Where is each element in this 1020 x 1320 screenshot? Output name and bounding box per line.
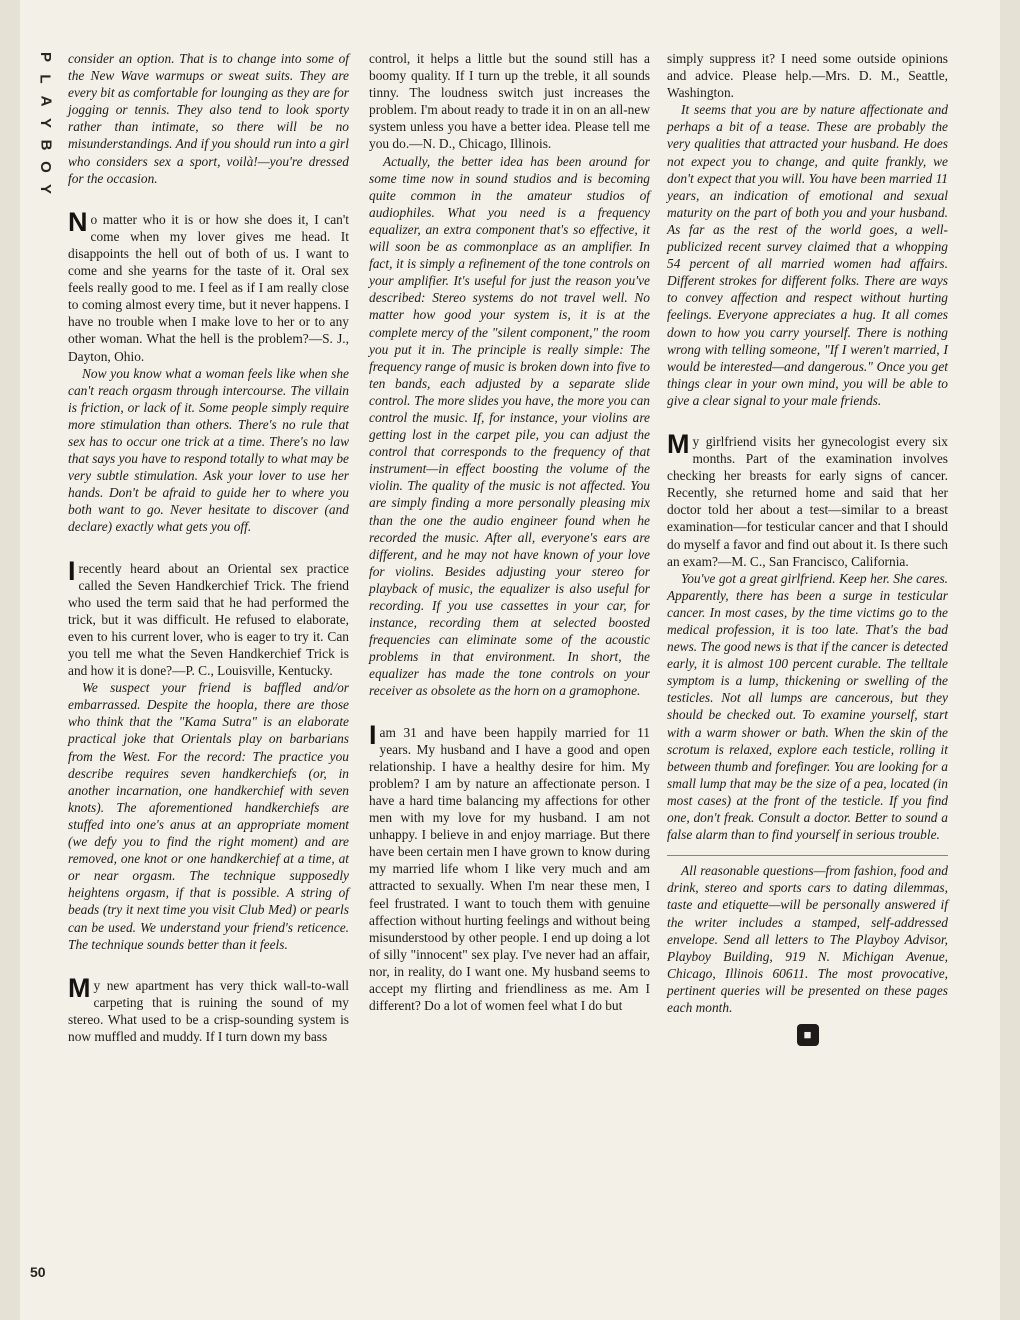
question-paragraph: control, it helps a little but the sound still has a boomy quality. If I turn up the treble, it all sounds tinny. The loudness switch just increases the problem. I'm about ready to trade it in on an all-new system unless you have a better idea. Please tell me you do.—N. D., Chicago, Illinois. — [369, 51, 650, 152]
answer-paragraph: Actually, the better idea has been around for some time now in sound studios and is becoming quite common in the amateur studios of audiophiles. What you need is a frequency equalizer, an extra component that's so effective, it will soon be as commonplace as an amplifier. In fact, it is simply a refinement of the tone controls on your amplifier. It's useful for just the reason you've described: Stereo systems do not travel well. No matter how good your system is, it is at the complete mercy of the "silent component," the room you put it in. The principle is really simple: The frequency range of music is broken down into five to ten bands, each adjusted by a separate slide control. The more slides you have, the more you can control the music. If, for instance, your violins are getting lost in the carpet pile, you can adjust the control that corresponds to the frequency of that instrument—in effect boosting the volume of the violin. The quality of the music is not affected. You are simply finding a more personally pleasing mix than the one the audio engineer found when he recorded the music. After all, everyone's ears are different, and he may not have known of your love for violins. Besides adjusting your stereo for playback of music, the equalizer is also useful for recording. If you use cassettes in your car, for instance, recording them at selected boosted frequencies can eliminate some of the acoustic problems in that environment. In short, the equalizer has made the tone controls on your receiver as obsolete as the horn on a gramophone. — [369, 153, 650, 699]
drop-cap: N — [68, 206, 88, 237]
column-1 — [68, 50, 349, 1045]
footer-text: All reasonable questions—from fashion, food and drink, stereo and sports cars to dating dilemmas, taste and etiquette—will be personally answered if the writer includes a stamped, self-addressed envelope. Send all letters to The Playboy Advisor, Playboy Building, 919 N. Michigan Avenue, Chicago, Illinois 60611. The most provocative, pertinent queries will be presented on these pages each month. — [667, 863, 948, 1015]
question-text: am 31 and have been happily married for 11 years. My husband and I have a good and open relationship. I have a healthy desire for him. My problem? I am by nature an affectionate person. I have a hard time balancing my affections for other men with my love for my husband. I am not unhappy. I believe in and enjoy marriage. But there have been certain men I have grown to know during my married life whom I like very much and am attracted to sexually. When I'm near these men, I feel frustrated. I want to touch them with genuine affection without hurting feelings and without being misunderstood by other people. I end up doing a lot of silly "innocent" sex play. I've never had an affair, nor, in reality, do I want one. My husband seems to accept my flirting and friendliness as me. Am I different? Do a lot of women feel what I do but — [369, 724, 650, 1014]
drop-cap: M — [667, 428, 690, 459]
masthead-letter: P — [36, 51, 54, 63]
playboy-masthead — [36, 46, 54, 200]
advisor-footer-note — [667, 855, 948, 1016]
masthead-letter: Y — [36, 183, 54, 195]
question-paragraph — [68, 555, 349, 680]
masthead-letter: A — [37, 95, 54, 107]
question-paragraph: simply suppress it? I need some outside opinions and advice. Please help.—Mrs. D. M., Seattle, Washington. — [667, 51, 948, 101]
drop-cap: M — [68, 972, 91, 1003]
masthead-letter: B — [37, 139, 54, 151]
answer-paragraph: Now you know what a woman feels like when she can't reach orgasm through intercourse. The villain is friction, or lack of it. Some people simply require more stimulation than others. There's no rule that sex has to occur one trick at a time. There's no law that says you have to respond totally to what may be very subtle stimulation. Ask your lover to use her hands. Don't be afraid to guide her to where you both want to go. Never hesitate to discover (and declare) exactly what gets you off. — [68, 365, 349, 535]
question-text: y girlfriend visits her gynecologist every six months. Part of the examination involves checking her breasts for early signs of cancer. Recently, she returned home and said that her doctor told her about a test—similar to a breast examination—for testicular cancer and that I should do myself a favor and find out about it. Is there such an exam?—M. C., San Francisco, California. — [667, 433, 948, 569]
question-paragraph — [667, 428, 948, 570]
answer-paragraph: It seems that you are by nature affectionate and perhaps a bit of a tease. These are probably the very qualities that attracted your husband. He does not expect you to change, and quite frankly, we don't expect that you will. You have been married 11 years, an indication of emotional and sexual maturity on the part of both you and your husband. As far as the rest of the world goes, a well-publicized recent survey claimed that a whopping 54 percent of all married women had affairs. Different strokes for different folks. There are ways to convey affection and respect without hurting feelings. Everyone appreciates a hug. It all comes down to how you carry yourself. There is nothing wrong with telling someone, "If I weren't married, I would be interested—and dangerous." Once you get things clear in your own mind, you will be able to give a clear signal to your male friends. — [667, 102, 948, 408]
question-text: y new apartment has very thick wall-to-wall carpeting that is ruining the sound of my stereo. What used to be a crisp-sounding system is now muffled and muddy. If I turn down my bass — [68, 977, 349, 1044]
answer-paragraph: consider an option. That is to change into some of the New Wave warmups or sweat suits. They are every bit as comfortable for lounging as they are for jogging or tennis. They also tend to look sporty rather than intimate, so there will be no misunderstandings. And if you should run into a girl who considers sex a sport, voilà!—you're dressed for the occasion. — [68, 51, 349, 186]
drop-cap: I — [369, 719, 377, 750]
masthead-letter: L — [36, 74, 54, 84]
answer-paragraph: We suspect your friend is baffled and/or embarrassed. Despite the hoopla, there are those who think that the "Kama Sutra" is an elaborate practical joke that Orientals play on barbarians from the West. For the record: The practice you describe requires seven handkerchiefs (or, in another incarnation, one handkerchief with seven knots). The aforementioned handkerchiefs are stuffed into one's anus at an appropriate moment (we defy you to find the right moment) and are removed, one knot or one handkerchief at a time, at or near orgasm. The technique supposedly heightens orgasm, if that is possible. A string of beads (try it next time you visit Club Med) or pearls can be used. We understand your friend's reticence. The technique sounds better than it feels. — [68, 680, 349, 952]
masthead-letter: O — [36, 161, 54, 173]
rabbit-head-endmark-icon: ■ — [797, 1024, 819, 1046]
column-3 — [667, 50, 948, 1046]
page-number: 50 — [30, 1264, 46, 1280]
question-paragraph — [68, 972, 349, 1045]
question-paragraph — [369, 719, 650, 1015]
masthead-letter: Y — [36, 117, 54, 129]
drop-cap: I — [68, 555, 76, 586]
column-2 — [369, 50, 650, 1014]
question-text: o matter who it is or how she does it, I can't come when my lover gives me head. It disappoints the hell out of both of us. I want to come and she yearns for the taste of it. Oral sex feels really good to me. I feel as if I am really close to coming almost every time, but it never happens. I have no trouble when I make love to her or to any other woman. What the hell is the problem?—S. J., Dayton, Ohio. — [68, 211, 349, 364]
question-paragraph — [68, 206, 349, 365]
question-text: recently heard about an Oriental sex practice called the Seven Handkerchief Trick. The friend who used the term said that he had performed the trick, but it was difficult. He refused to elaborate, even to his current lover, who is eager to try it. Can you tell me what the Seven Handkerchief Trick is and how it is done?—P. C., Louisville, Kentucky. — [68, 560, 349, 679]
answer-paragraph: You've got a great girlfriend. Keep her. She cares. Apparently, there has been a surge in testicular cancer. In most cases, by the time victims go to the medical profession, it is too late. That's the bad news. The good news is that if the cancer is detected early, it is almost 100 percent curable. The telltale symptom is a lump, thickening or swelling of the testicles. Not all lumps are cancerous, but they should be checked out. To examine yourself, start with a warm shower or bath. When the skin of the scrotum is relaxed, explore each testicle, rolling it between thumb and forefinger. You are looking for a small lump that may be the size of a pea, located (in most cases) at the front of the testicle. If you find one, don't freak. Consult a doctor. Better to sound a false alarm than to find yourself in serious trouble. — [667, 570, 948, 843]
